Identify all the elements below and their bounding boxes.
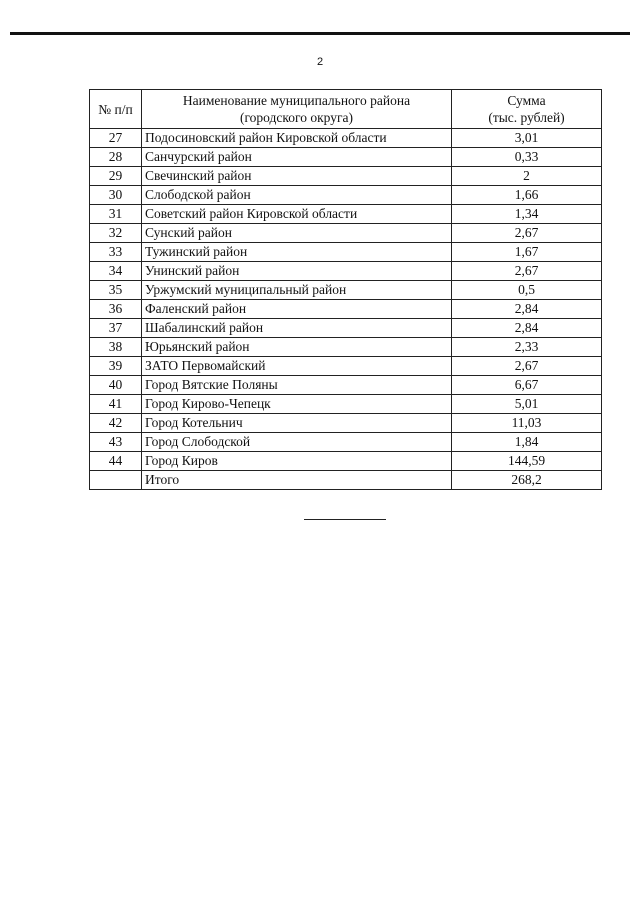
table-row	[90, 338, 602, 357]
table-row	[90, 186, 602, 205]
table-row	[90, 433, 602, 452]
row-name: Слободской район	[142, 186, 452, 205]
table-row	[90, 167, 602, 186]
table-row	[90, 357, 602, 376]
header-number: № п/п	[90, 90, 142, 129]
row-name: Город Вятские Поляны	[142, 376, 452, 395]
row-name: Тужинский район	[142, 243, 452, 262]
table-row	[90, 414, 602, 433]
header-sum: Сумма (тыс. рублей)	[452, 90, 602, 129]
row-sum: 3,01	[452, 129, 602, 148]
row-name: ЗАТО Первомайский	[142, 357, 452, 376]
row-sum: 2,84	[452, 319, 602, 338]
row-sum: 11,03	[452, 414, 602, 433]
row-sum: 0,5	[452, 281, 602, 300]
row-name: Подосиновский район Кировской области	[142, 129, 452, 148]
row-sum: 1,67	[452, 243, 602, 262]
header-rule	[10, 32, 630, 35]
table-row	[90, 452, 602, 471]
table-row	[90, 205, 602, 224]
row-name: Санчурский район	[142, 148, 452, 167]
row-number: 30	[90, 186, 142, 205]
row-name: Свечинский район	[142, 167, 452, 186]
row-number: 39	[90, 357, 142, 376]
row-number: 32	[90, 224, 142, 243]
table-row	[90, 319, 602, 338]
page-number: 2	[316, 56, 324, 68]
row-name: Город Киров	[142, 452, 452, 471]
total-label: Итого	[142, 471, 452, 490]
row-number: 40	[90, 376, 142, 395]
row-sum: 2,67	[452, 357, 602, 376]
table-row	[90, 281, 602, 300]
total-row	[90, 471, 602, 490]
row-sum: 1,34	[452, 205, 602, 224]
row-name: Город Котельнич	[142, 414, 452, 433]
table-row	[90, 376, 602, 395]
row-number: 36	[90, 300, 142, 319]
table-body	[90, 129, 602, 471]
row-number: 42	[90, 414, 142, 433]
row-sum: 1,84	[452, 433, 602, 452]
row-number: 33	[90, 243, 142, 262]
table-header-row	[90, 90, 602, 129]
row-number: 41	[90, 395, 142, 414]
row-number: 35	[90, 281, 142, 300]
row-name: Город Кирово-Чепецк	[142, 395, 452, 414]
row-number: 34	[90, 262, 142, 281]
row-sum: 5,01	[452, 395, 602, 414]
table-row	[90, 300, 602, 319]
row-name: Юрьянский район	[142, 338, 452, 357]
row-name: Унинский район	[142, 262, 452, 281]
row-sum: 2,67	[452, 262, 602, 281]
row-number: 44	[90, 452, 142, 471]
row-sum: 2,33	[452, 338, 602, 357]
header-name: Наименование муниципального района (городского округа)	[142, 90, 452, 129]
row-number: 43	[90, 433, 142, 452]
row-number: 28	[90, 148, 142, 167]
row-number: 38	[90, 338, 142, 357]
table-row	[90, 129, 602, 148]
row-sum: 2	[452, 167, 602, 186]
row-sum: 0,33	[452, 148, 602, 167]
end-rule	[304, 519, 386, 520]
row-name: Шабалинский район	[142, 319, 452, 338]
row-name: Уржумский муниципальный район	[142, 281, 452, 300]
row-name: Советский район Кировской области	[142, 205, 452, 224]
row-number: 29	[90, 167, 142, 186]
table-row	[90, 395, 602, 414]
row-sum: 6,67	[452, 376, 602, 395]
table-row	[90, 148, 602, 167]
table-row	[90, 262, 602, 281]
table-row	[90, 224, 602, 243]
row-sum: 144,59	[452, 452, 602, 471]
allocation-table	[89, 89, 602, 490]
row-number: 31	[90, 205, 142, 224]
total-number-cell	[90, 471, 142, 490]
total-sum: 268,2	[452, 471, 602, 490]
row-sum: 1,66	[452, 186, 602, 205]
row-number: 27	[90, 129, 142, 148]
row-number: 37	[90, 319, 142, 338]
row-name: Фаленский район	[142, 300, 452, 319]
row-name: Сунский район	[142, 224, 452, 243]
row-name: Город Слободской	[142, 433, 452, 452]
table-row	[90, 243, 602, 262]
row-sum: 2,67	[452, 224, 602, 243]
row-sum: 2,84	[452, 300, 602, 319]
